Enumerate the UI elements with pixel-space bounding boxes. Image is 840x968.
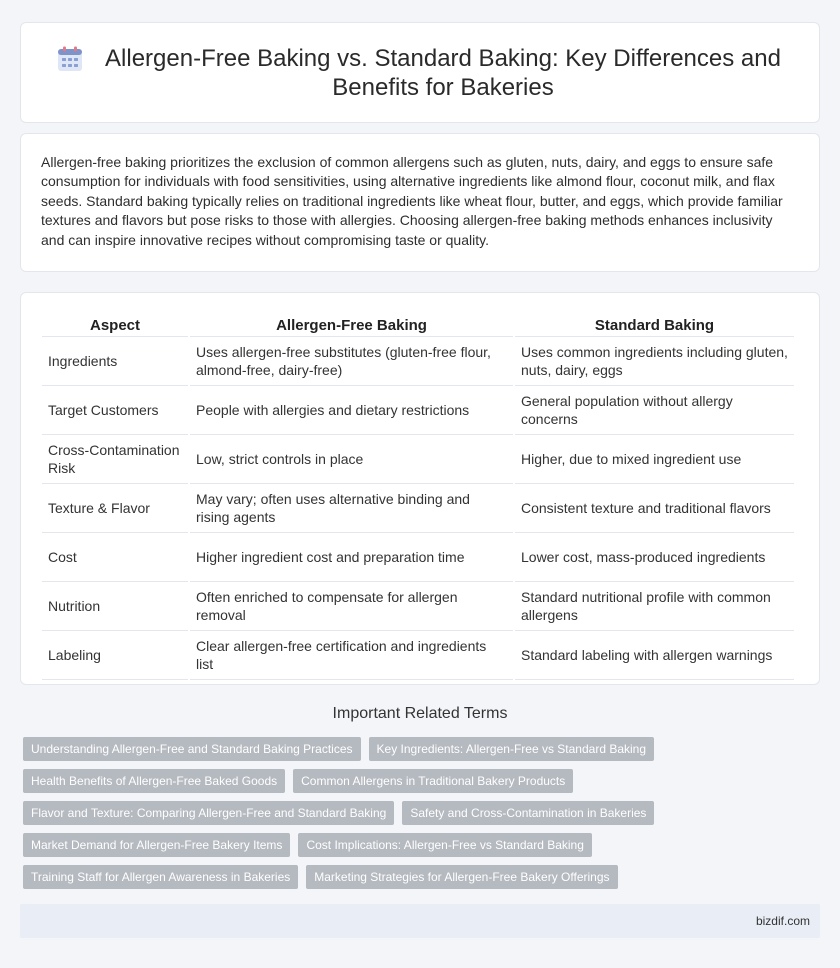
related-terms-heading: Important Related Terms — [332, 705, 508, 722]
cell-aspect: Nutrition — [42, 582, 188, 631]
cell-aspect: Labeling — [42, 631, 188, 680]
cell-allergen-free: Uses allergen-free substitutes (gluten-free flour, almond-free, dairy-free) — [190, 337, 513, 386]
cell-aspect: Cross-Contamination Risk — [42, 435, 188, 484]
cell-standard: Standard labeling with allergen warnings — [515, 631, 794, 680]
cell-aspect: Target Customers — [42, 386, 188, 435]
footer-brand[interactable]: bizdif.com — [755, 914, 810, 928]
related-term-tag[interactable]: Health Benefits of Allergen-Free Baked Goods — [23, 769, 285, 793]
column-header-aspect: Aspect — [42, 311, 188, 337]
cell-allergen-free: People with allergies and dietary restrictions — [190, 386, 513, 435]
related-term-tag[interactable]: Common Allergens in Traditional Bakery Products — [293, 769, 573, 793]
related-term-tag[interactable]: Flavor and Texture: Comparing Allergen-Free and Standard Baking — [23, 801, 394, 825]
table-row — [42, 337, 794, 386]
cell-allergen-free: Clear allergen-free certification and ingredients list — [190, 631, 513, 680]
footer — [20, 904, 820, 938]
page-title: Allergen-Free Baking vs. Standard Baking: Key Differences and Benefits for Bakeries — [105, 44, 781, 101]
table-row — [42, 631, 794, 680]
cell-standard: Standard nutritional profile with common allergens — [515, 582, 794, 631]
intro-paragraph: Allergen-free baking prioritizes the exclusion of common allergens such as gluten, nuts, dairy, and eggs to ensure safe consumption for individuals with food sensitivities, using alternative ingredients like almond flour, coconut milk, and flax seeds. Standard baking typically relies on traditional ingredients like wheat flour, butter, and eggs, which provide familiar textures and flavors but pose risks to those with allergies. Choosing allergen-free baking methods enhances inclusivity and can inspire innovative recipes without compromising taste or quality. — [41, 154, 783, 248]
intro-card — [20, 133, 820, 272]
related-terms-list — [23, 737, 823, 897]
cell-allergen-free: May vary; often uses alternative binding and rising agents — [190, 484, 513, 533]
table-row — [42, 386, 794, 435]
related-term-tag[interactable]: Safety and Cross-Contamination in Bakeries — [402, 801, 654, 825]
cell-allergen-free: Low, strict controls in place — [190, 435, 513, 484]
cell-standard: Lower cost, mass-produced ingredients — [515, 533, 794, 582]
cell-standard: General population without allergy concerns — [515, 386, 794, 435]
related-term-tag[interactable]: Key Ingredients: Allergen-Free vs Standard Baking — [369, 737, 654, 761]
related-term-tag[interactable]: Training Staff for Allergen Awareness in Bakeries — [23, 865, 298, 889]
cell-standard: Consistent texture and traditional flavors — [515, 484, 794, 533]
cell-standard: Uses common ingredients including gluten, nuts, dairy, eggs — [515, 337, 794, 386]
table-row — [42, 533, 794, 582]
calendar-grid-icon — [57, 46, 83, 72]
comparison-table-card — [20, 292, 820, 685]
cell-allergen-free: Often enriched to compensate for allergen removal — [190, 582, 513, 631]
related-term-tag[interactable]: Marketing Strategies for Allergen-Free Bakery Offerings — [306, 865, 617, 889]
comparison-table — [40, 311, 796, 680]
cell-aspect: Texture & Flavor — [42, 484, 188, 533]
related-term-tag[interactable]: Market Demand for Allergen-Free Bakery Items — [23, 833, 290, 857]
header-card — [20, 22, 820, 123]
column-header-standard: Standard Baking — [515, 311, 794, 337]
cell-allergen-free: Higher ingredient cost and preparation time — [190, 533, 513, 582]
cell-aspect: Cost — [42, 533, 188, 582]
table-row — [42, 484, 794, 533]
column-header-allergen-free: Allergen-Free Baking — [190, 311, 513, 337]
table-header-row — [42, 311, 794, 337]
cell-aspect: Ingredients — [42, 337, 188, 386]
table-row — [42, 435, 794, 484]
related-term-tag[interactable]: Understanding Allergen-Free and Standard Baking Practices — [23, 737, 361, 761]
related-term-tag[interactable]: Cost Implications: Allergen-Free vs Standard Baking — [298, 833, 591, 857]
table-row — [42, 582, 794, 631]
cell-standard: Higher, due to mixed ingredient use — [515, 435, 794, 484]
